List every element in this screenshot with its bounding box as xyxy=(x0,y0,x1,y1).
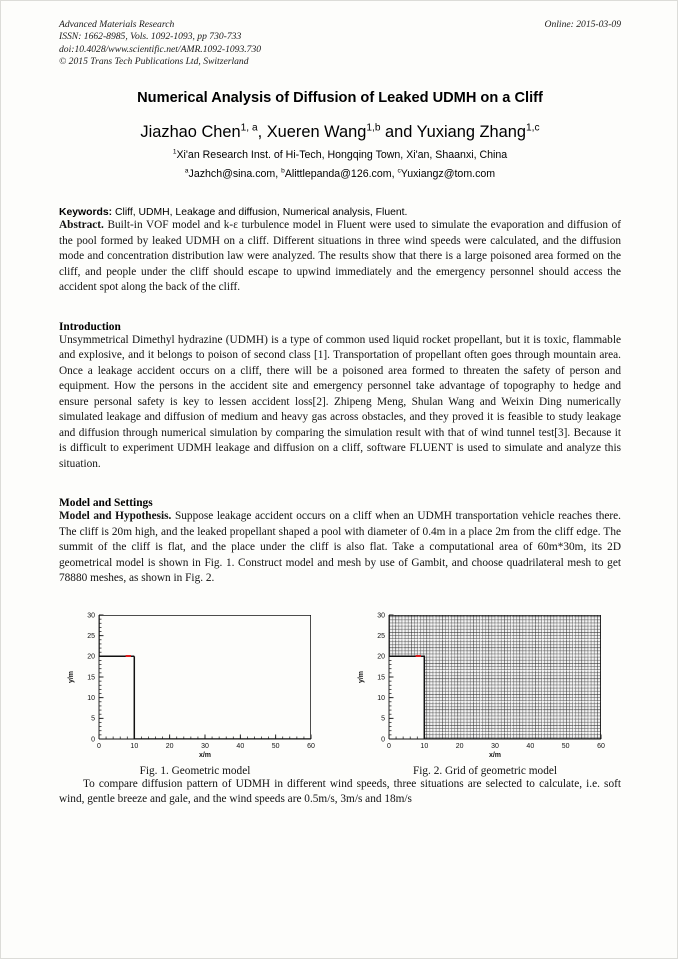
figure-2 xyxy=(349,601,621,777)
x-tick-label: 0 xyxy=(97,742,101,750)
email-separator: , xyxy=(391,168,398,181)
y-tick-label: 25 xyxy=(87,632,95,640)
affiliation-text: Xi'an Research Inst. of Hi-Tech, Hongqing Town, Xi'an, Shaanxi, China xyxy=(176,149,508,162)
fig2-mesh-fill xyxy=(389,615,601,739)
y-tick-label: 30 xyxy=(87,612,95,620)
email-marker: c xyxy=(397,167,401,175)
fig1-ylabel: y/m xyxy=(68,670,75,683)
figure-1 xyxy=(59,601,331,777)
author-separator: , xyxy=(257,123,267,142)
abstract-label: Abstract. xyxy=(59,219,104,232)
figure-1-plot xyxy=(59,601,331,761)
x-tick-label: 40 xyxy=(236,742,245,750)
section-heading-introduction: Introduction xyxy=(59,320,121,333)
affiliation xyxy=(59,149,621,161)
x-tick-label: 30 xyxy=(491,742,499,750)
author-affiliation-marker: 1, a xyxy=(240,122,258,134)
email-separator: , xyxy=(275,168,282,181)
x-tick-label: 20 xyxy=(455,742,464,750)
figure-row xyxy=(59,601,621,777)
journal-doi: doi:10.4028/www.scientific.net/AMR.1092-1093.730 xyxy=(59,43,262,55)
x-tick-label: 0 xyxy=(387,742,391,750)
author-affiliation-marker: 1,b xyxy=(366,122,381,134)
introduction-paragraph: Unsymmetrical Dimethyl hydrazine (UDMH) is a type of common used liquid rocket propellant, but it is toxic, flammable and explosive, and it belongs to poison of second class [1]. Transportation of propellant often goes through mountain area. Once a leakage accident occurs on a cliff, there will be a poisoned area formed to threaten the safety of person and equipment. How the persons in the accident site and emergency personnel take advantage of topography to hedge and ensure personal safety is key to lessen accident loss[2]. Zhipeng Meng, Shulan Wang and Weixin Ding numerically simulated leakage and diffusion of medium and heavy gas across obstacles, and they proved it is feasible to study leakage and diffusion through numerical simulation by comparing the simulation result with that of wind tunnel test[3]. Because it is difficult to experiment UDMH leakage and diffusion on a cliff, software FLUENT is used to simulate and analyze this situation. xyxy=(59,333,621,470)
section-heading-model-and-settings: Model and Settings xyxy=(59,497,153,510)
x-tick-label: 10 xyxy=(130,742,139,750)
y-tick-label: 5 xyxy=(91,715,95,723)
x-tick-label: 60 xyxy=(307,742,315,750)
author-name: Xueren Wang xyxy=(266,123,367,142)
x-tick-label: 20 xyxy=(165,742,174,750)
abstract xyxy=(59,218,621,296)
x-tick-label: 40 xyxy=(526,742,535,750)
affiliation-marker: 1 xyxy=(172,148,177,156)
email-address[interactable]: Alittlepanda@126.com xyxy=(284,168,392,181)
author-separator: and xyxy=(380,123,417,142)
keywords-value: Cliff, UDMH, Leakage and diffusion, Numerical analysis, Fluent. xyxy=(112,207,408,219)
x-tick-label: 50 xyxy=(561,742,570,750)
model-hypothesis-text: Suppose leakage accident occurs on a cliff when an UDMH transportation vehicle reaches there. The cliff is 20m high, and the leaked propellant shaped a pool with diameter of 0.4m in a place 2m from the cliff edge. The summit of the cliff is flat, and the place under the cliff is also flat. Take a computational area of 60m*30m, its 2D geometrical model is shown in Fig. 1. Construct model and mesh by use of Gambit, and choose quadrilateral mesh to get 78880 meshes, as shown in Fig. 2. xyxy=(59,510,621,585)
y-tick-label: 25 xyxy=(377,632,385,640)
fig1-xlabel: x/m xyxy=(198,751,212,759)
author-name: Jiazhao Chen xyxy=(140,123,241,142)
page-content xyxy=(59,19,621,808)
keywords-line xyxy=(59,207,621,218)
page-title: Numerical Analysis of Diffusion of Leaked UDMH on a Cliff xyxy=(137,90,543,107)
y-tick-label: 20 xyxy=(377,653,385,661)
geometric-model-svg xyxy=(59,601,331,761)
email-address[interactable]: Yuxiangz@tom.com xyxy=(400,168,496,181)
journal-issn: ISSN: 1662-8985, Vols. 1092-1093, pp 730-733 xyxy=(59,31,242,43)
model-hypothesis-paragraph xyxy=(59,509,621,587)
abstract-text: Built-in VOF model and k-ε turbulence model in Fluent were used to simulate the evaporation and diffusion of the pool formed by leaked UDMH on a cliff. Different situations in three wind speeds were calculated, and the diffusion mode and concentration distribution law were analyzed. The results show that there is a large poisoned area formed on the cliff, and people under the cliff should escape to upwind immediately and the emergency personnel should access the accident spot along the back of the cliff. xyxy=(59,219,621,294)
y-tick-label: 20 xyxy=(87,653,95,661)
figure-2-plot xyxy=(349,601,621,761)
email-address[interactable]: Jazhch@sina.com xyxy=(188,168,276,181)
figure-1-caption: Fig. 1. Geometric model xyxy=(139,764,251,777)
y-tick-label: 5 xyxy=(381,715,385,723)
y-tick-label: 0 xyxy=(381,736,385,744)
y-tick-label: 15 xyxy=(377,674,385,682)
author-name: Yuxiang Zhang xyxy=(416,123,526,142)
journal-name: Advanced Materials Research xyxy=(59,19,175,30)
email-marker: a xyxy=(184,167,189,175)
y-tick-label: 10 xyxy=(87,694,95,702)
y-tick-label: 30 xyxy=(377,612,385,620)
y-tick-label: 15 xyxy=(87,674,95,682)
fig2-mesh-band xyxy=(389,615,601,739)
model-hypothesis-runin: Model and Hypothesis. xyxy=(59,510,172,523)
fig2-ylabel: y/m xyxy=(358,670,365,683)
x-tick-label: 10 xyxy=(420,742,429,750)
y-tick-label: 10 xyxy=(377,694,385,702)
journal-copyright: © 2015 Trans Tech Publications Ltd, Switzerland xyxy=(59,55,249,67)
x-tick-label: 50 xyxy=(271,742,280,750)
journal-header xyxy=(59,19,621,68)
figure-2-caption: Fig. 2. Grid of geometric model xyxy=(412,764,557,777)
x-tick-label: 60 xyxy=(597,742,605,750)
fig1-geometry xyxy=(99,615,311,739)
x-tick-label: 30 xyxy=(201,742,209,750)
fig2-xlabel: x/m xyxy=(488,751,502,759)
online-date: Online: 2015-03-09 xyxy=(544,19,621,30)
y-tick-label: 0 xyxy=(91,736,95,744)
fig1-ticks xyxy=(87,612,315,750)
closing-paragraph: To compare diffusion pattern of UDMH in different wind speeds, three situations are selected to calculate, i.e. soft wind, gentle breeze and gale, and the wind speeds are 0.5m/s, 3m/s and 18m/s xyxy=(59,777,621,806)
author-list xyxy=(59,123,621,142)
email-marker: b xyxy=(281,167,285,175)
grid-model-svg xyxy=(349,601,621,761)
email-list xyxy=(59,168,621,180)
keywords-label: Keywords: xyxy=(59,207,113,219)
fig2-geometry xyxy=(389,615,601,739)
author-affiliation-marker: 1,c xyxy=(526,122,540,134)
